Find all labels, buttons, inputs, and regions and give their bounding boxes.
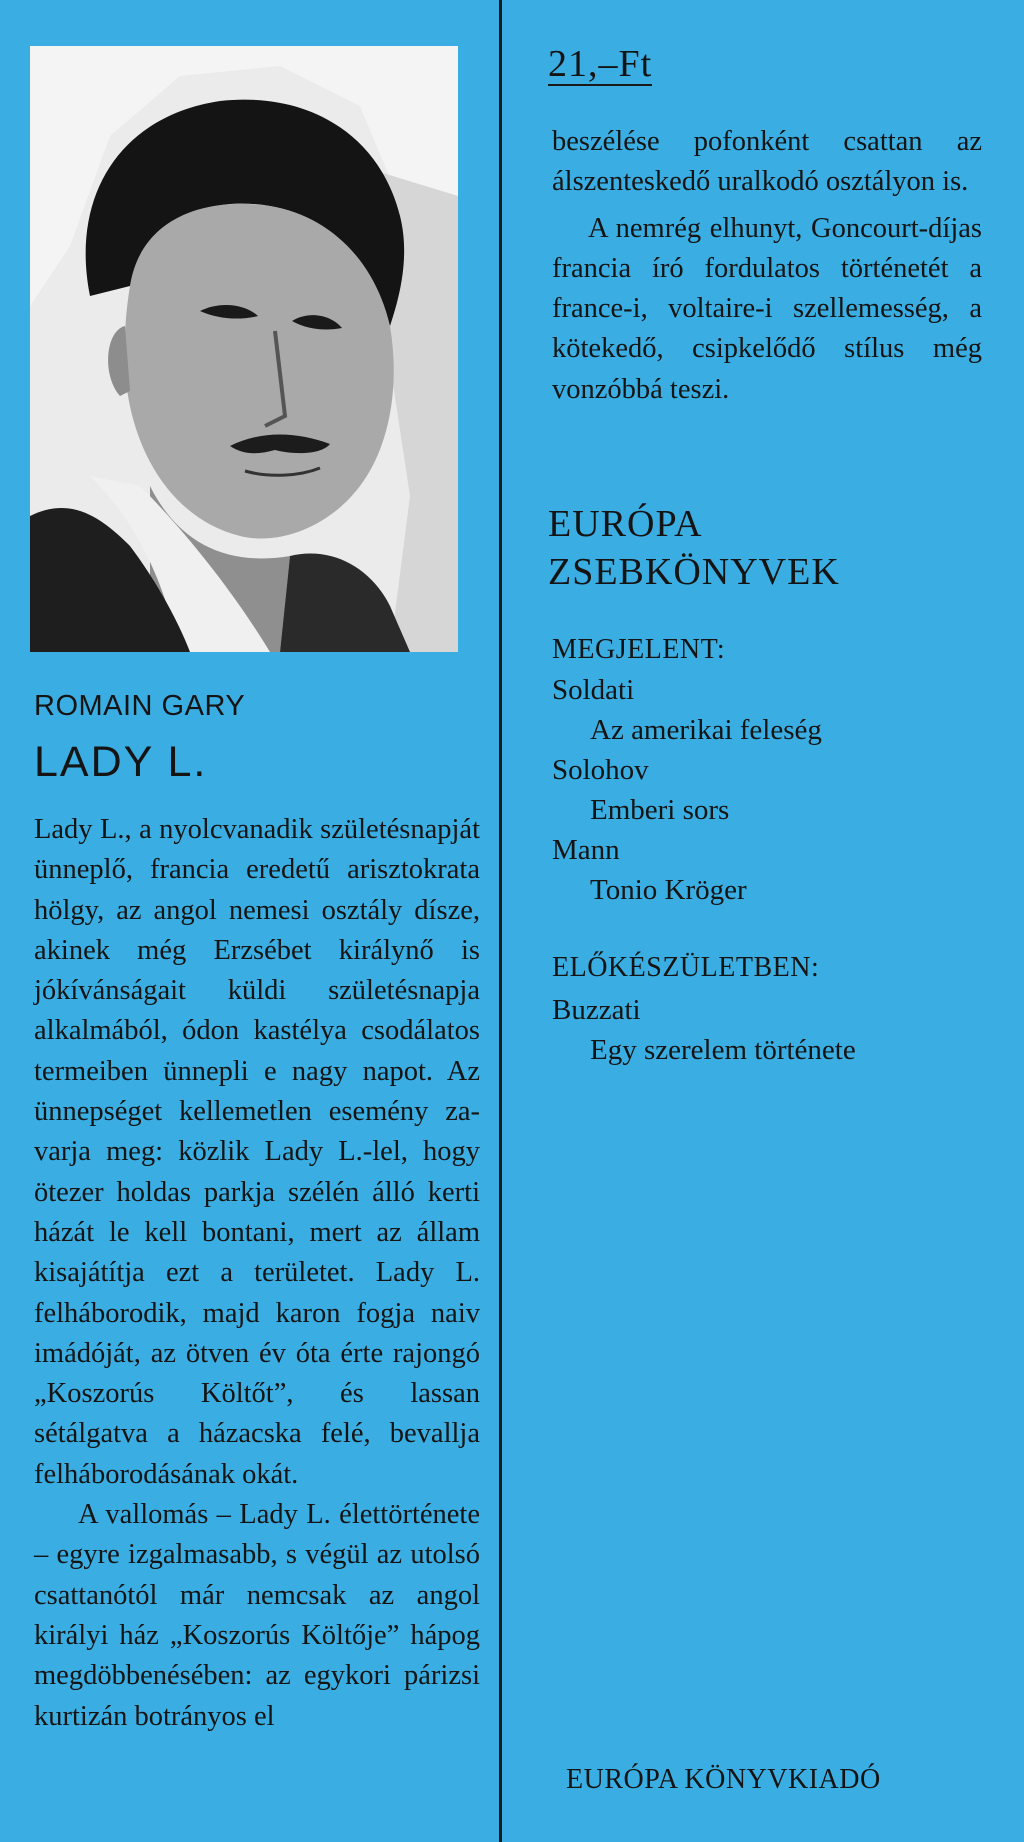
blurb-paragraph: A vallomás – Lady L. élettörténete – egyre izgalmasabb, s végül az utolsó csattanótól már nemcsak az angol királyi ház „Koszorús Költője” hápog megdöbbenésében: az egykori párizsi kurtizán botrányos el bbox=[34, 1499, 480, 1732]
forthcoming-list bbox=[552, 990, 856, 1070]
list-book: Tonio Kröger bbox=[590, 874, 747, 906]
list-book: Az amerikai feleség bbox=[590, 714, 822, 746]
forthcoming-heading: ELŐKÉSZÜLETBEN: bbox=[552, 952, 820, 983]
author-name: ROMAIN GARY bbox=[34, 690, 246, 722]
list-book: Egy szerelem története bbox=[590, 1034, 856, 1066]
blurb-paragraph: beszélése pofonként csattan az álszenteskedő uralkodó osztályon is. bbox=[552, 126, 982, 198]
price-label: 21,–Ft bbox=[548, 43, 653, 85]
list-author: Soldati bbox=[552, 674, 635, 706]
series-title-line: ZSEBKÖNYVEK bbox=[548, 551, 840, 593]
list-book: Emberi sors bbox=[590, 794, 730, 826]
publisher-name: EURÓPA KÖNYVKIADÓ bbox=[566, 1764, 881, 1795]
column-divider bbox=[499, 0, 502, 1842]
list-author: Mann bbox=[552, 834, 620, 866]
list-author: Buzzati bbox=[552, 994, 641, 1026]
published-list bbox=[552, 670, 822, 910]
blurb-paragraph: Lady L., a nyolcvanadik születésnapját ünneplő, francia eredetű arisztokrata hölgy, az angol nemesi osztály dísze, akinek még Erzsébet királynő is jókívánságait küldi születésnapja alkalmából, ódon kastélya csodálatos termeiben ünnepli e nagy napot. Az ünnepséget kellemetlen esemény zavarja meg: közlik Lady L.-lel, hogy ötezer holdas parkja szélén álló kerti házát le kell bontani, mert az állam kisajátítja ezt a területet. Lady L. felháborodik, majd karon fogja naiv imádóját, az ötven év óta érte rajongó „Koszorús Költőt”, és lassan sétálgatva a házacska felé, bevallja felháborodásának okát. bbox=[34, 814, 480, 1490]
series-title bbox=[548, 500, 840, 596]
published-heading: MEGJELENT: bbox=[552, 634, 726, 665]
book-title: LADY L. bbox=[34, 738, 208, 786]
series-title-line: EURÓPA bbox=[548, 503, 703, 545]
blurb-right-column bbox=[552, 122, 982, 410]
blurb-left-column bbox=[34, 810, 480, 1737]
list-author: Solohov bbox=[552, 754, 649, 786]
blurb-paragraph: A nemrég elhunyt, Goncourt-díjas francia író fordulatos történetét a france-i, voltaire-i szellemesség, a kötekedő, csipkelődő stílus még vonzóbbá teszi. bbox=[552, 212, 982, 405]
author-photo bbox=[30, 46, 458, 652]
